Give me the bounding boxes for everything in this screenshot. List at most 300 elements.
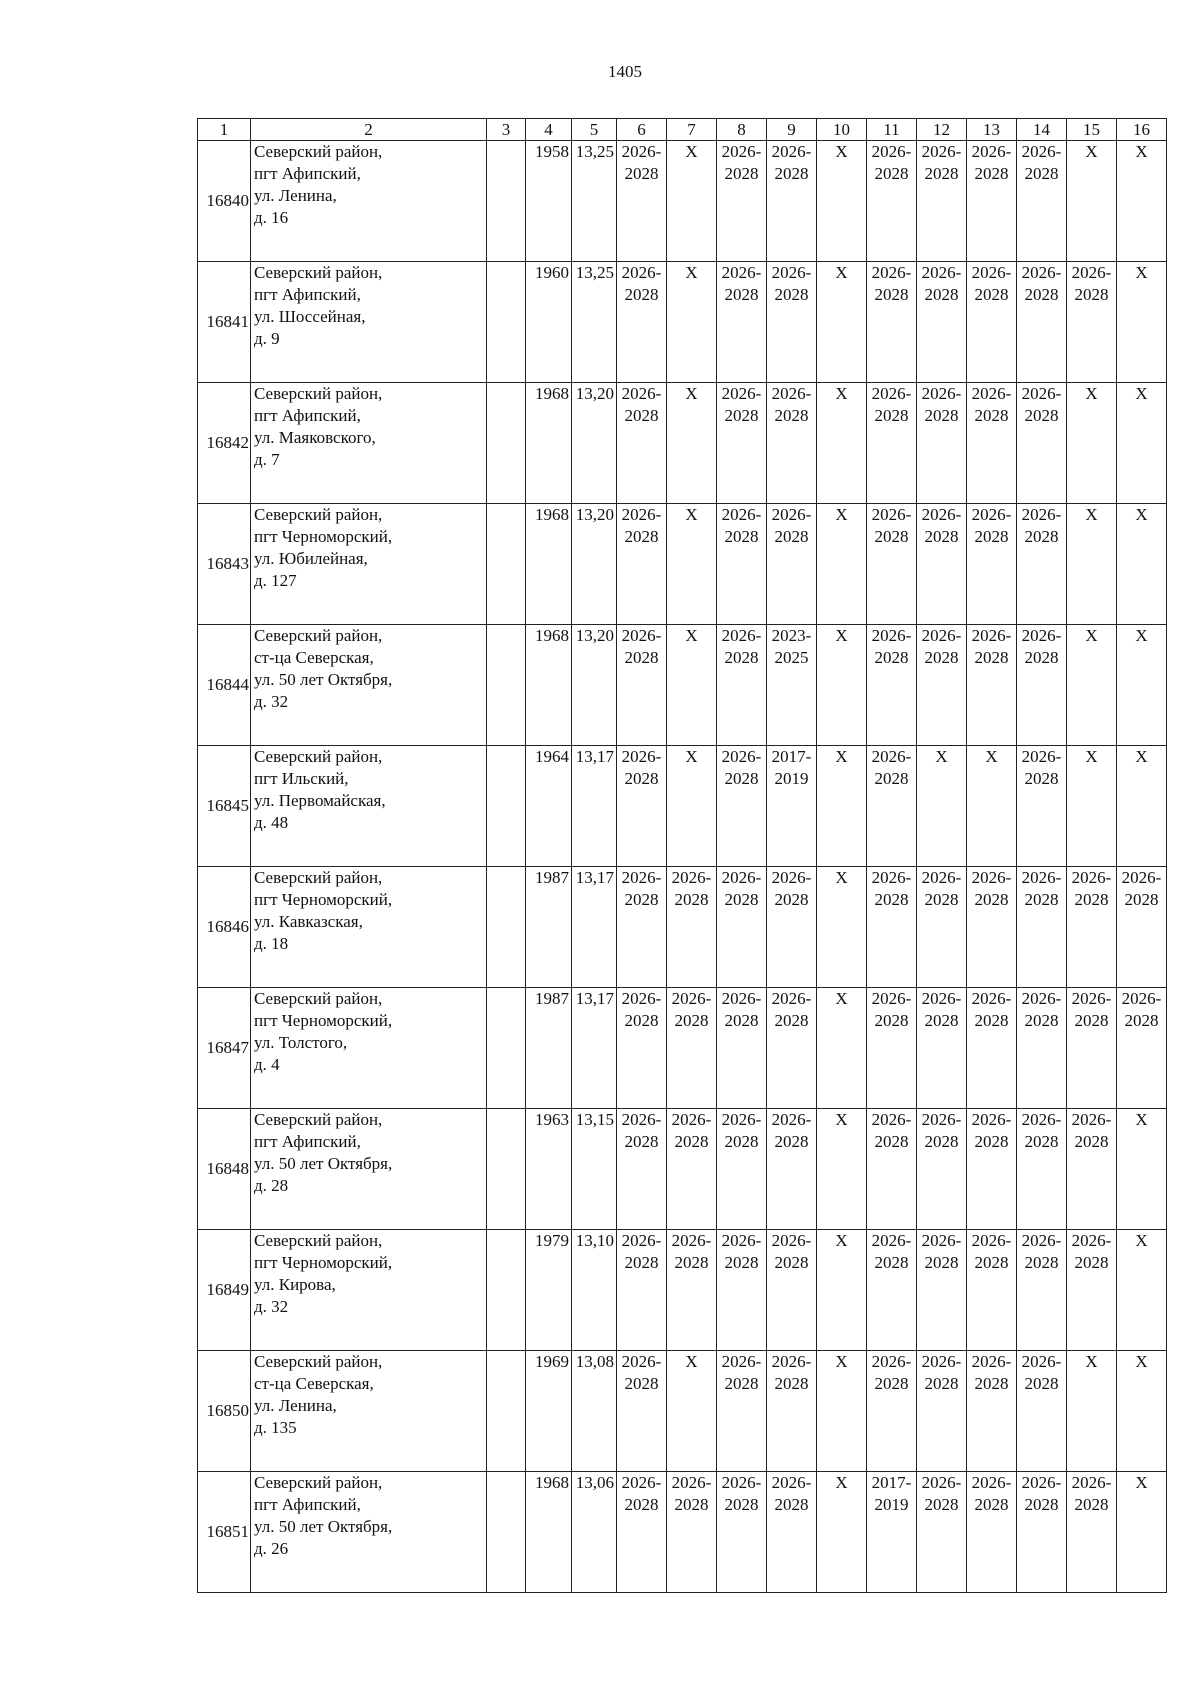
- address-cell: [251, 262, 487, 383]
- column-header-11: 11: [867, 119, 917, 141]
- period-cell: [667, 262, 717, 383]
- period-end: 2028: [1024, 648, 1059, 667]
- period-start: X: [685, 505, 698, 524]
- address-line: ул. Кирова,: [254, 1275, 336, 1294]
- period-cell: [867, 1351, 917, 1472]
- period-cell: [1017, 988, 1067, 1109]
- period-start: 2026-: [1021, 263, 1062, 282]
- rate-cell: 13,08: [572, 1351, 617, 1472]
- period-start: 2026-: [871, 626, 912, 645]
- period-start: 2026-: [721, 263, 762, 282]
- period-cell: [1017, 625, 1067, 746]
- period-cell: [1117, 867, 1167, 988]
- period-cell: [617, 141, 667, 262]
- period-start: 2026-: [721, 1473, 762, 1492]
- period-end: 2028: [724, 406, 759, 425]
- period-cell: [667, 504, 717, 625]
- address-line: д. 127: [254, 571, 297, 590]
- period-cell: [867, 1472, 917, 1593]
- period-start: 2026-: [1021, 747, 1062, 766]
- address-line: ул. Первомайская,: [254, 791, 386, 810]
- period-cell: [767, 1230, 817, 1351]
- period-cell: [917, 1109, 967, 1230]
- rate-cell: 13,10: [572, 1230, 617, 1351]
- period-end: 2028: [974, 1253, 1009, 1272]
- address-cell: [251, 1109, 487, 1230]
- address-line: д. 32: [254, 1297, 289, 1316]
- table-row: [198, 383, 1167, 504]
- period-end: 2028: [774, 1253, 809, 1272]
- period-start: 2026-: [1071, 989, 1112, 1008]
- period-cell: [967, 504, 1017, 625]
- year-cell: 1958: [526, 141, 572, 262]
- period-start: X: [685, 747, 698, 766]
- address-line: ул. 50 лет Октября,: [254, 670, 393, 689]
- period-cell: [1017, 141, 1067, 262]
- period-cell: [867, 262, 917, 383]
- period-cell: [1067, 141, 1117, 262]
- period-end: 2028: [624, 1374, 659, 1393]
- period-start: 2026-: [621, 1473, 662, 1492]
- address-line: ул. Юбилейная,: [254, 549, 368, 568]
- period-start: 2026-: [1071, 263, 1112, 282]
- period-end: 2028: [724, 164, 759, 183]
- period-end: 2028: [724, 648, 759, 667]
- period-start: 2026-: [721, 1110, 762, 1129]
- period-cell: [1117, 141, 1167, 262]
- period-start: 2026-: [1021, 505, 1062, 524]
- period-end: 2028: [874, 164, 909, 183]
- period-start: 2026-: [771, 868, 812, 887]
- period-cell: [817, 1472, 867, 1593]
- address-line: Северский район,: [254, 384, 383, 403]
- year-cell: 1968: [526, 504, 572, 625]
- year-cell: 1960: [526, 262, 572, 383]
- period-end: 2028: [974, 164, 1009, 183]
- period-end: 2028: [924, 164, 959, 183]
- empty-cell: [487, 1109, 526, 1230]
- period-start: 2026-: [871, 142, 912, 161]
- address-line: д. 16: [254, 208, 289, 227]
- period-start: 2026-: [721, 989, 762, 1008]
- period-cell: [917, 383, 967, 504]
- table-row: [198, 141, 1167, 262]
- period-cell: [867, 867, 917, 988]
- address-line: пгт Черноморский,: [254, 890, 393, 909]
- period-end: 2028: [1024, 406, 1059, 425]
- empty-cell: [487, 988, 526, 1109]
- period-cell: [617, 1109, 667, 1230]
- period-start: 2026-: [1121, 868, 1162, 887]
- address-line: пгт Афипский,: [254, 285, 361, 304]
- period-start: 2026-: [921, 263, 962, 282]
- address-line: Северский район,: [254, 1352, 383, 1371]
- period-cell: [1017, 1472, 1067, 1593]
- address-line: Северский район,: [254, 626, 383, 645]
- address-cell: [251, 383, 487, 504]
- period-end: 2028: [1024, 1132, 1059, 1151]
- period-start: 2026-: [921, 1352, 962, 1371]
- period-end: 2028: [924, 406, 959, 425]
- period-cell: [1017, 1230, 1067, 1351]
- period-end: 2028: [924, 1253, 959, 1272]
- period-cell: [1067, 1109, 1117, 1230]
- rate-cell: 13,20: [572, 625, 617, 746]
- period-end: 2028: [974, 285, 1009, 304]
- period-start: 2026-: [871, 1231, 912, 1250]
- address-line: пгт Афипский,: [254, 1132, 361, 1151]
- address-line: пгт Черноморский,: [254, 527, 393, 546]
- period-start: 2026-: [971, 263, 1012, 282]
- period-end: 2028: [874, 769, 909, 788]
- address-line: д. 48: [254, 813, 289, 832]
- period-end: 2028: [624, 890, 659, 909]
- period-start: 2026-: [971, 1473, 1012, 1492]
- period-start: X: [1085, 1352, 1098, 1371]
- period-cell: [617, 1230, 667, 1351]
- column-header-10: 10: [817, 119, 867, 141]
- period-end: 2028: [1074, 1253, 1109, 1272]
- period-end: 2028: [1074, 1132, 1109, 1151]
- column-header-3: 3: [487, 119, 526, 141]
- period-cell: [1017, 1351, 1067, 1472]
- address-line: пгт Афипский,: [254, 406, 361, 425]
- rate-cell: 13,25: [572, 262, 617, 383]
- row-number: 16842: [198, 383, 251, 504]
- period-cell: [917, 262, 967, 383]
- period-cell: [667, 1472, 717, 1593]
- period-end: 2028: [724, 1374, 759, 1393]
- address-line: ул. 50 лет Октября,: [254, 1517, 393, 1536]
- address-line: Северский район,: [254, 263, 383, 282]
- rate-cell: 13,17: [572, 867, 617, 988]
- address-cell: [251, 625, 487, 746]
- period-start: X: [1135, 626, 1148, 645]
- period-cell: [667, 746, 717, 867]
- period-cell: [767, 867, 817, 988]
- period-start: X: [835, 989, 848, 1008]
- address-line: д. 4: [254, 1055, 280, 1074]
- period-start: 2026-: [621, 989, 662, 1008]
- period-cell: [667, 867, 717, 988]
- column-header-12: 12: [917, 119, 967, 141]
- period-cell: [917, 141, 967, 262]
- period-end: 2028: [624, 164, 659, 183]
- period-cell: [717, 1351, 767, 1472]
- empty-cell: [487, 867, 526, 988]
- period-cell: [1067, 1230, 1117, 1351]
- address-line: пгт Афипский,: [254, 164, 361, 183]
- period-cell: [817, 383, 867, 504]
- table-row: [198, 1472, 1167, 1593]
- period-start: 2026-: [771, 989, 812, 1008]
- period-start: 2026-: [871, 747, 912, 766]
- period-end: 2028: [624, 285, 659, 304]
- period-cell: [767, 141, 817, 262]
- period-end: 2028: [924, 648, 959, 667]
- period-cell: [867, 1230, 917, 1351]
- period-cell: [717, 988, 767, 1109]
- address-line: д. 18: [254, 934, 289, 953]
- period-start: 2026-: [771, 1231, 812, 1250]
- row-number: 16847: [198, 988, 251, 1109]
- period-start: X: [835, 1110, 848, 1129]
- period-start: X: [835, 384, 848, 403]
- period-start: 2017-: [771, 747, 812, 766]
- period-start: X: [1135, 1352, 1148, 1371]
- period-end: 2028: [924, 1132, 959, 1151]
- period-start: X: [835, 263, 848, 282]
- period-cell: [717, 867, 767, 988]
- column-header-8: 8: [717, 119, 767, 141]
- address-line: д. 7: [254, 450, 280, 469]
- period-cell: [917, 1351, 967, 1472]
- address-line: Северский район,: [254, 989, 383, 1008]
- period-cell: [867, 504, 917, 625]
- column-header-15: 15: [1067, 119, 1117, 141]
- period-cell: [767, 746, 817, 867]
- period-start: X: [1135, 1110, 1148, 1129]
- period-end: 2028: [624, 1495, 659, 1514]
- address-cell: [251, 141, 487, 262]
- period-start: 2026-: [971, 868, 1012, 887]
- table-row: [198, 1351, 1167, 1472]
- address-line: ул. Маяковского,: [254, 428, 376, 447]
- period-end: 2028: [674, 1253, 709, 1272]
- period-start: 2026-: [921, 868, 962, 887]
- period-end: 2028: [924, 527, 959, 546]
- period-end: 2028: [724, 890, 759, 909]
- empty-cell: [487, 625, 526, 746]
- period-cell: [1117, 383, 1167, 504]
- row-number: 16848: [198, 1109, 251, 1230]
- address-line: Северский район,: [254, 868, 383, 887]
- period-start: 2026-: [921, 142, 962, 161]
- year-cell: 1969: [526, 1351, 572, 1472]
- period-cell: [667, 1109, 717, 1230]
- period-cell: [1067, 504, 1117, 625]
- period-start: X: [1135, 1231, 1148, 1250]
- period-start: 2026-: [721, 142, 762, 161]
- period-end: 2028: [674, 1011, 709, 1030]
- period-cell: [717, 1230, 767, 1351]
- period-end: 2019: [874, 1495, 909, 1514]
- row-number: 16841: [198, 262, 251, 383]
- empty-cell: [487, 141, 526, 262]
- period-end: 2028: [974, 527, 1009, 546]
- period-start: X: [985, 747, 998, 766]
- period-start: 2026-: [771, 505, 812, 524]
- period-cell: [817, 504, 867, 625]
- period-cell: [717, 262, 767, 383]
- period-cell: [867, 988, 917, 1109]
- year-cell: 1987: [526, 867, 572, 988]
- period-start: 2026-: [1121, 989, 1162, 1008]
- period-start: X: [935, 747, 948, 766]
- period-cell: [1067, 625, 1117, 746]
- period-start: 2026-: [621, 384, 662, 403]
- period-cell: [867, 625, 917, 746]
- table-body: [198, 141, 1167, 1593]
- period-start: X: [835, 142, 848, 161]
- period-cell: [667, 625, 717, 746]
- period-cell: [967, 1351, 1017, 1472]
- row-number: 16845: [198, 746, 251, 867]
- period-cell: [667, 988, 717, 1109]
- period-cell: [717, 1109, 767, 1230]
- period-start: 2026-: [1071, 1473, 1112, 1492]
- period-end: 2028: [1024, 527, 1059, 546]
- period-cell: [617, 262, 667, 383]
- period-end: 2028: [774, 1011, 809, 1030]
- rate-cell: 13,25: [572, 141, 617, 262]
- period-cell: [1117, 504, 1167, 625]
- empty-cell: [487, 1472, 526, 1593]
- period-end: 2028: [774, 406, 809, 425]
- period-start: 2026-: [921, 1473, 962, 1492]
- period-start: 2026-: [1021, 384, 1062, 403]
- period-cell: [917, 867, 967, 988]
- period-end: 2028: [774, 1495, 809, 1514]
- period-cell: [1017, 867, 1067, 988]
- period-cell: [617, 625, 667, 746]
- period-start: 2026-: [971, 626, 1012, 645]
- period-start: 2026-: [721, 384, 762, 403]
- period-cell: [967, 141, 1017, 262]
- period-end: 2028: [1124, 1011, 1159, 1030]
- period-start: X: [835, 747, 848, 766]
- column-header-2: 2: [251, 119, 487, 141]
- period-cell: [767, 262, 817, 383]
- period-end: 2028: [974, 1374, 1009, 1393]
- year-cell: 1964: [526, 746, 572, 867]
- period-cell: [1117, 1351, 1167, 1472]
- period-cell: [1067, 262, 1117, 383]
- period-cell: [917, 988, 967, 1109]
- period-end: 2028: [1024, 890, 1059, 909]
- period-start: 2026-: [671, 1231, 712, 1250]
- period-cell: [617, 383, 667, 504]
- period-end: 2028: [724, 527, 759, 546]
- period-end: 2028: [674, 890, 709, 909]
- address-line: ул. Ленина,: [254, 1396, 337, 1415]
- period-start: X: [1135, 384, 1148, 403]
- period-cell: [767, 988, 817, 1109]
- period-cell: [867, 746, 917, 867]
- period-start: X: [1135, 505, 1148, 524]
- column-header-4: 4: [526, 119, 572, 141]
- address-cell: [251, 867, 487, 988]
- address-cell: [251, 1351, 487, 1472]
- period-start: 2026-: [871, 263, 912, 282]
- period-start: X: [685, 1352, 698, 1371]
- period-start: 2026-: [971, 505, 1012, 524]
- period-cell: [617, 988, 667, 1109]
- period-start: X: [1085, 505, 1098, 524]
- column-header-14: 14: [1017, 119, 1067, 141]
- period-cell: [817, 625, 867, 746]
- period-cell: [967, 262, 1017, 383]
- period-start: 2026-: [921, 989, 962, 1008]
- period-cell: [1017, 504, 1067, 625]
- period-cell: [817, 1230, 867, 1351]
- period-end: 2028: [1074, 285, 1109, 304]
- address-cell: [251, 504, 487, 625]
- period-start: X: [1085, 142, 1098, 161]
- period-end: 2028: [1024, 164, 1059, 183]
- address-line: пгт Афипский,: [254, 1495, 361, 1514]
- address-cell: [251, 988, 487, 1109]
- period-start: 2026-: [721, 626, 762, 645]
- year-cell: 1963: [526, 1109, 572, 1230]
- column-header-9: 9: [767, 119, 817, 141]
- period-start: 2026-: [921, 505, 962, 524]
- period-cell: [817, 746, 867, 867]
- period-start: X: [1085, 626, 1098, 645]
- period-start: 2026-: [971, 1110, 1012, 1129]
- period-cell: [717, 504, 767, 625]
- period-start: 2026-: [1021, 989, 1062, 1008]
- period-cell: [1067, 867, 1117, 988]
- period-cell: [1017, 1109, 1067, 1230]
- column-header-16: 16: [1117, 119, 1167, 141]
- period-start: 2026-: [771, 1352, 812, 1371]
- period-start: 2026-: [1021, 868, 1062, 887]
- row-number: 16846: [198, 867, 251, 988]
- year-cell: 1968: [526, 1472, 572, 1593]
- period-start: 2026-: [771, 384, 812, 403]
- period-start: 2026-: [621, 505, 662, 524]
- period-end: 2028: [624, 1132, 659, 1151]
- column-header-13: 13: [967, 119, 1017, 141]
- address-line: д. 32: [254, 692, 289, 711]
- period-end: 2028: [1024, 1374, 1059, 1393]
- period-cell: [967, 1472, 1017, 1593]
- period-start: X: [685, 626, 698, 645]
- address-line: Северский район,: [254, 747, 383, 766]
- period-start: 2026-: [621, 1110, 662, 1129]
- address-line: пгт Черноморский,: [254, 1011, 393, 1030]
- period-start: X: [835, 868, 848, 887]
- period-start: 2026-: [621, 1352, 662, 1371]
- empty-cell: [487, 1230, 526, 1351]
- table-row: [198, 1230, 1167, 1351]
- period-end: 2028: [624, 769, 659, 788]
- period-cell: [1117, 1109, 1167, 1230]
- period-cell: [967, 1109, 1017, 1230]
- period-end: 2028: [724, 769, 759, 788]
- period-start: 2026-: [721, 747, 762, 766]
- column-header-5: 5: [572, 119, 617, 141]
- rate-cell: 13,15: [572, 1109, 617, 1230]
- period-start: 2026-: [671, 868, 712, 887]
- period-cell: [767, 1109, 817, 1230]
- address-line: ул. Кавказская,: [254, 912, 363, 931]
- period-cell: [717, 141, 767, 262]
- period-end: 2028: [624, 1253, 659, 1272]
- period-cell: [817, 262, 867, 383]
- period-end: 2028: [924, 890, 959, 909]
- period-start: 2026-: [671, 989, 712, 1008]
- period-cell: [717, 1472, 767, 1593]
- period-start: 2026-: [1021, 1110, 1062, 1129]
- address-line: д. 135: [254, 1418, 297, 1437]
- period-start: X: [1085, 747, 1098, 766]
- period-start: 2026-: [871, 505, 912, 524]
- address-line: Северский район,: [254, 1110, 383, 1129]
- period-start: X: [1135, 263, 1148, 282]
- table-row: [198, 1109, 1167, 1230]
